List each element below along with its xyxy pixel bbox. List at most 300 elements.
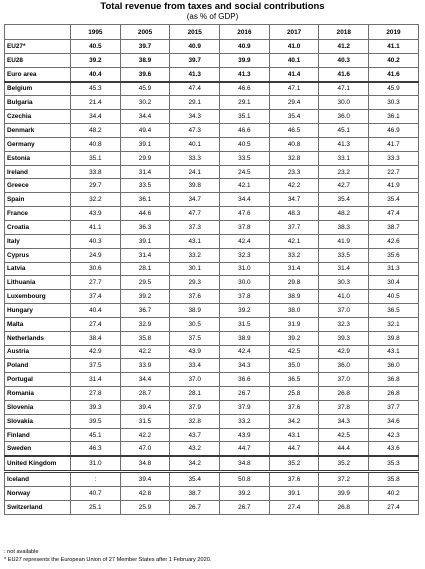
value-cell: 41.0 xyxy=(319,290,369,304)
table-subtitle: (as % of GDP) xyxy=(186,12,239,21)
value-cell: 40.4 xyxy=(71,304,121,318)
value-cell: 33.5 xyxy=(319,248,369,262)
value-cell: 37.3 xyxy=(170,220,220,234)
value-cell: 33.1 xyxy=(319,151,369,165)
value-cell: 35.1 xyxy=(220,110,270,124)
value-cell: 40.2 xyxy=(369,487,419,501)
column-header: 2015 xyxy=(170,25,220,40)
value-cell: 40.5 xyxy=(220,137,270,151)
value-cell: 34.2 xyxy=(269,414,319,428)
value-cell: 33.3 xyxy=(170,151,220,165)
row-label: Finland xyxy=(5,428,71,442)
table-row xyxy=(5,331,419,345)
row-label: France xyxy=(5,207,71,221)
table-row xyxy=(5,179,419,193)
value-cell: 42.1 xyxy=(269,234,319,248)
value-cell: 29.8 xyxy=(269,276,319,290)
value-cell: 28.1 xyxy=(120,262,170,276)
value-cell: 38.7 xyxy=(170,487,220,501)
value-cell: 33.5 xyxy=(120,179,170,193)
value-cell: 34.7 xyxy=(170,193,220,207)
value-cell: 39.2 xyxy=(220,487,270,501)
value-cell: 37.0 xyxy=(319,373,369,387)
value-cell: 27.4 xyxy=(71,317,121,331)
value-cell: 45.3 xyxy=(71,82,121,96)
row-label: Slovenia xyxy=(5,400,71,414)
value-cell: 40.5 xyxy=(369,290,419,304)
row-label: Austria xyxy=(5,345,71,359)
value-cell: 42.4 xyxy=(220,345,270,359)
value-cell: 35.2 xyxy=(319,456,369,471)
row-label: Bulgaria xyxy=(5,96,71,110)
value-cell: 41.1 xyxy=(71,220,121,234)
row-label: Luxembourg xyxy=(5,290,71,304)
value-cell: 33.8 xyxy=(71,165,121,179)
value-cell: 40.3 xyxy=(71,234,121,248)
value-cell: 30.6 xyxy=(71,262,121,276)
value-cell: 47.1 xyxy=(269,82,319,96)
row-label: EU28 xyxy=(5,53,71,67)
value-cell: 41.3 xyxy=(319,137,369,151)
value-cell: 32.8 xyxy=(269,151,319,165)
value-cell: 36.1 xyxy=(369,110,419,124)
value-cell: 48.3 xyxy=(269,207,319,221)
value-cell: 42.8 xyxy=(120,487,170,501)
table-row xyxy=(5,110,419,124)
value-cell: 37.6 xyxy=(170,290,220,304)
value-cell: 38.4 xyxy=(71,331,121,345)
value-cell: 43.2 xyxy=(170,442,220,456)
value-cell: 33.9 xyxy=(120,359,170,373)
value-cell: 38.7 xyxy=(369,220,419,234)
value-cell: 39.2 xyxy=(120,290,170,304)
table-row xyxy=(5,137,419,151)
value-cell: 32.8 xyxy=(170,414,220,428)
value-cell: 34.3 xyxy=(170,110,220,124)
value-cell: 38.9 xyxy=(120,53,170,67)
value-cell: 47.3 xyxy=(170,124,220,138)
value-cell: 46.6 xyxy=(220,82,270,96)
value-cell: 30.3 xyxy=(319,276,369,290)
value-cell: 38.9 xyxy=(269,290,319,304)
value-cell: 40.3 xyxy=(319,53,369,67)
value-cell: 40.9 xyxy=(170,40,220,54)
value-cell: 42.2 xyxy=(269,179,319,193)
value-cell: 38.3 xyxy=(319,220,369,234)
value-cell: 45.1 xyxy=(319,124,369,138)
value-cell: 34.4 xyxy=(120,373,170,387)
value-cell: 40.1 xyxy=(269,53,319,67)
revenue-table xyxy=(4,24,419,515)
value-cell: 30.0 xyxy=(319,96,369,110)
value-cell: 34.3 xyxy=(220,359,270,373)
value-cell: 48.2 xyxy=(319,207,369,221)
value-cell: 33.3 xyxy=(369,151,419,165)
table-row xyxy=(5,345,419,359)
value-cell: 37.8 xyxy=(319,400,369,414)
value-cell: 39.1 xyxy=(120,234,170,248)
value-cell: 41.9 xyxy=(319,234,369,248)
value-cell: 42.9 xyxy=(319,345,369,359)
row-label: Estonia xyxy=(5,151,71,165)
value-cell: 43.1 xyxy=(369,345,419,359)
table-row xyxy=(5,500,419,514)
value-cell: 41.7 xyxy=(369,137,419,151)
value-cell: 36.5 xyxy=(369,304,419,318)
value-cell: 37.9 xyxy=(220,400,270,414)
table-row xyxy=(5,53,419,67)
value-cell: 31.4 xyxy=(120,165,170,179)
value-cell: 29.5 xyxy=(120,276,170,290)
row-label: Iceland xyxy=(5,472,71,487)
value-cell: 42.9 xyxy=(71,345,121,359)
value-cell: 35.6 xyxy=(369,248,419,262)
value-cell: 31.4 xyxy=(269,262,319,276)
row-label: United Kingdom xyxy=(5,456,71,471)
value-cell: 23.3 xyxy=(269,165,319,179)
value-cell: 33.2 xyxy=(269,248,319,262)
value-cell: 30.2 xyxy=(120,96,170,110)
value-cell: 40.5 xyxy=(71,40,121,54)
value-cell: 36.8 xyxy=(369,373,419,387)
value-cell: 39.4 xyxy=(120,472,170,487)
value-cell: 40.9 xyxy=(220,40,270,54)
value-cell: 41.1 xyxy=(369,40,419,54)
value-cell: 33.4 xyxy=(170,359,220,373)
footnote-eu27: * EU27 represents the European Union of 27 Member States after 1 February 2020. xyxy=(4,557,212,563)
row-label: Malta xyxy=(5,317,71,331)
value-cell: 28.7 xyxy=(120,387,170,401)
value-cell: 42.4 xyxy=(220,234,270,248)
table-row xyxy=(5,304,419,318)
value-cell: 42.5 xyxy=(319,428,369,442)
value-cell: 40.2 xyxy=(369,53,419,67)
table-row xyxy=(5,487,419,501)
row-label: Croatia xyxy=(5,220,71,234)
value-cell: 35.4 xyxy=(170,472,220,487)
value-cell: 25.8 xyxy=(269,387,319,401)
value-cell: 29.1 xyxy=(170,96,220,110)
value-cell: 34.8 xyxy=(220,456,270,471)
value-cell: 42.3 xyxy=(369,428,419,442)
value-cell: 26.8 xyxy=(319,387,369,401)
value-cell: 30.5 xyxy=(170,317,220,331)
table-row xyxy=(5,40,419,54)
value-cell: 44.7 xyxy=(269,442,319,456)
value-cell: 44.7 xyxy=(220,442,270,456)
row-label: Hungary xyxy=(5,304,71,318)
value-cell: 31.0 xyxy=(220,262,270,276)
header-row xyxy=(5,25,419,40)
table-row xyxy=(5,220,419,234)
value-cell: 29.9 xyxy=(120,151,170,165)
value-cell: 30.4 xyxy=(369,276,419,290)
value-cell: 35.4 xyxy=(319,193,369,207)
row-label: Belgium xyxy=(5,82,71,96)
value-cell: 31.4 xyxy=(120,248,170,262)
table-row xyxy=(5,207,419,221)
value-cell: 39.7 xyxy=(120,40,170,54)
row-label: Euro area xyxy=(5,67,71,81)
value-cell: 38.9 xyxy=(220,331,270,345)
value-cell: 44.4 xyxy=(319,442,369,456)
value-cell: 26.8 xyxy=(369,387,419,401)
value-cell: 44.6 xyxy=(120,207,170,221)
row-label: Spain xyxy=(5,193,71,207)
value-cell: 39.1 xyxy=(269,487,319,501)
value-cell: 38.0 xyxy=(269,304,319,318)
value-cell: 34.4 xyxy=(71,110,121,124)
row-label: Lithuania xyxy=(5,276,71,290)
value-cell: 45.9 xyxy=(120,82,170,96)
value-cell: 46.5 xyxy=(269,124,319,138)
value-cell: 36.1 xyxy=(120,193,170,207)
value-cell: 34.4 xyxy=(120,110,170,124)
value-cell: 47.6 xyxy=(220,207,270,221)
value-cell: 28.1 xyxy=(170,387,220,401)
row-label: Denmark xyxy=(5,124,71,138)
value-cell: 27.4 xyxy=(269,500,319,514)
value-cell: 32.2 xyxy=(71,193,121,207)
value-cell: 32.9 xyxy=(120,317,170,331)
value-cell: 39.3 xyxy=(319,331,369,345)
table-row xyxy=(5,317,419,331)
row-label: Netherlands xyxy=(5,331,71,345)
value-cell: 26.7 xyxy=(220,387,270,401)
table-row xyxy=(5,387,419,401)
value-cell: 41.0 xyxy=(269,40,319,54)
row-label: Portugal xyxy=(5,373,71,387)
row-label: Romania xyxy=(5,387,71,401)
value-cell: 41.6 xyxy=(369,67,419,81)
column-header: 2019 xyxy=(369,25,419,40)
table-row xyxy=(5,248,419,262)
value-cell: 31.5 xyxy=(220,317,270,331)
value-cell: 43.6 xyxy=(369,442,419,456)
value-cell: 31.4 xyxy=(319,262,369,276)
table-row xyxy=(5,359,419,373)
value-cell: 39.2 xyxy=(269,331,319,345)
value-cell: 39.3 xyxy=(71,400,121,414)
value-cell: 37.4 xyxy=(71,290,121,304)
value-cell: 37.5 xyxy=(170,331,220,345)
value-cell: 49.4 xyxy=(120,124,170,138)
footnotes xyxy=(4,548,211,564)
value-cell: 35.4 xyxy=(269,110,319,124)
value-cell: 34.3 xyxy=(319,414,369,428)
value-cell: 39.5 xyxy=(71,414,121,428)
value-cell: 42.7 xyxy=(319,179,369,193)
value-cell: 29.3 xyxy=(170,276,220,290)
value-cell: 33.5 xyxy=(220,151,270,165)
value-cell: 47.4 xyxy=(170,82,220,96)
value-cell: 40.1 xyxy=(170,137,220,151)
value-cell: 46.3 xyxy=(71,442,121,456)
value-cell: 32.1 xyxy=(369,317,419,331)
row-label: Slovakia xyxy=(5,414,71,428)
value-cell: 43.9 xyxy=(220,428,270,442)
row-label: Poland xyxy=(5,359,71,373)
value-cell: 40.8 xyxy=(269,137,319,151)
value-cell: 35.1 xyxy=(71,151,121,165)
table-row xyxy=(5,96,419,110)
table-row xyxy=(5,472,419,487)
value-cell: 48.2 xyxy=(71,124,121,138)
value-cell: 31.4 xyxy=(71,373,121,387)
value-cell: 36.6 xyxy=(220,373,270,387)
value-cell: 27.4 xyxy=(369,500,419,514)
value-cell: 31.9 xyxy=(269,317,319,331)
row-label: Latvia xyxy=(5,262,71,276)
value-cell: 43.1 xyxy=(170,234,220,248)
table-row xyxy=(5,456,419,471)
table-row xyxy=(5,373,419,387)
row-label: Ireland xyxy=(5,165,71,179)
value-cell: 29.7 xyxy=(71,179,121,193)
value-cell: 41.3 xyxy=(170,67,220,81)
table-row xyxy=(5,262,419,276)
value-cell: 35.3 xyxy=(369,456,419,471)
value-cell: 25.1 xyxy=(71,500,121,514)
value-cell: 47.0 xyxy=(120,442,170,456)
value-cell: 41.9 xyxy=(369,179,419,193)
table-row xyxy=(5,290,419,304)
row-label: Norway xyxy=(5,487,71,501)
value-cell: 34.7 xyxy=(269,193,319,207)
value-cell: 46.6 xyxy=(220,124,270,138)
value-cell: 43.7 xyxy=(170,428,220,442)
row-label: Greece xyxy=(5,179,71,193)
value-cell: 27.8 xyxy=(71,387,121,401)
value-cell: 31.3 xyxy=(369,262,419,276)
value-cell: 50.8 xyxy=(220,472,270,487)
value-cell: 35.8 xyxy=(369,472,419,487)
value-cell: 41.4 xyxy=(269,67,319,81)
value-cell: 36.0 xyxy=(319,359,369,373)
value-cell: 32.3 xyxy=(319,317,369,331)
table-title: Total revenue from taxes and social contributions xyxy=(100,1,325,12)
value-cell: 39.7 xyxy=(170,53,220,67)
value-cell: 41.6 xyxy=(319,67,369,81)
table-row xyxy=(5,193,419,207)
value-cell: 42.5 xyxy=(269,345,319,359)
value-cell: 24.5 xyxy=(220,165,270,179)
corner-cell xyxy=(5,25,71,40)
value-cell: 30.3 xyxy=(369,96,419,110)
value-cell: 40.8 xyxy=(71,137,121,151)
value-cell: 42.2 xyxy=(120,428,170,442)
row-label: Germany xyxy=(5,137,71,151)
value-cell: 21.4 xyxy=(71,96,121,110)
value-cell: 41.2 xyxy=(319,40,369,54)
value-cell: 34.4 xyxy=(220,193,270,207)
row-label: Czechia xyxy=(5,110,71,124)
value-cell: 39.4 xyxy=(120,400,170,414)
value-cell: 39.6 xyxy=(120,67,170,81)
value-cell: 23.2 xyxy=(319,165,369,179)
value-cell: 24.9 xyxy=(71,248,121,262)
value-cell: 30.1 xyxy=(170,262,220,276)
column-header: 2018 xyxy=(319,25,369,40)
table-body xyxy=(5,40,419,515)
value-cell: 39.1 xyxy=(120,137,170,151)
column-header: 2017 xyxy=(269,25,319,40)
value-cell: 29.1 xyxy=(220,96,270,110)
value-cell: 31.0 xyxy=(71,456,121,471)
value-cell: 40.4 xyxy=(71,67,121,81)
value-cell: 37.9 xyxy=(170,400,220,414)
value-cell: 36.7 xyxy=(120,304,170,318)
row-label: Switzerland xyxy=(5,500,71,514)
value-cell: 37.0 xyxy=(170,373,220,387)
value-cell: 41.3 xyxy=(220,67,270,81)
value-cell: 39.9 xyxy=(319,487,369,501)
value-cell: 40.7 xyxy=(71,487,121,501)
table-row xyxy=(5,276,419,290)
value-cell: 42.6 xyxy=(369,234,419,248)
value-cell: 34.2 xyxy=(170,456,220,471)
value-cell: 36.5 xyxy=(269,373,319,387)
value-cell: 37.0 xyxy=(319,304,369,318)
value-cell: 27.7 xyxy=(71,276,121,290)
value-cell: 33.2 xyxy=(220,414,270,428)
value-cell: 39.2 xyxy=(71,53,121,67)
value-cell: 43.9 xyxy=(71,207,121,221)
value-cell: 47.7 xyxy=(170,207,220,221)
value-cell: 43.9 xyxy=(170,345,220,359)
value-cell: 33.2 xyxy=(170,248,220,262)
table-row xyxy=(5,234,419,248)
table-row xyxy=(5,165,419,179)
row-label: EU27* xyxy=(5,40,71,54)
value-cell: 39.8 xyxy=(170,179,220,193)
row-label: Sweden xyxy=(5,442,71,456)
table-row xyxy=(5,151,419,165)
column-header: 2016 xyxy=(220,25,270,40)
value-cell: 37.5 xyxy=(71,359,121,373)
value-cell: 42.2 xyxy=(120,345,170,359)
value-cell: 38.9 xyxy=(170,304,220,318)
value-cell: 36.3 xyxy=(120,220,170,234)
value-cell: 30.0 xyxy=(220,276,270,290)
value-cell: 26.7 xyxy=(170,500,220,514)
table-row xyxy=(5,414,419,428)
value-cell: 25.9 xyxy=(120,500,170,514)
value-cell: 29.4 xyxy=(269,96,319,110)
row-label: Italy xyxy=(5,234,71,248)
value-cell: 35.0 xyxy=(269,359,319,373)
value-cell: 45.1 xyxy=(71,428,121,442)
value-cell: 47.1 xyxy=(319,82,369,96)
value-cell: 37.8 xyxy=(220,290,270,304)
value-cell: 39.9 xyxy=(220,53,270,67)
value-cell: 35.4 xyxy=(369,193,419,207)
value-cell: 36.0 xyxy=(319,110,369,124)
table-row xyxy=(5,124,419,138)
value-cell: 36.0 xyxy=(369,359,419,373)
value-cell: 24.1 xyxy=(170,165,220,179)
value-cell: 22.7 xyxy=(369,165,419,179)
value-cell: 26.7 xyxy=(220,500,270,514)
value-cell: 45.9 xyxy=(369,82,419,96)
table-row xyxy=(5,400,419,414)
value-cell: 37.6 xyxy=(269,472,319,487)
value-cell: 37.2 xyxy=(319,472,369,487)
row-label: Cyprus xyxy=(5,248,71,262)
value-cell: 37.8 xyxy=(220,220,270,234)
value-cell: : xyxy=(71,472,121,487)
value-cell: 42.1 xyxy=(220,179,270,193)
